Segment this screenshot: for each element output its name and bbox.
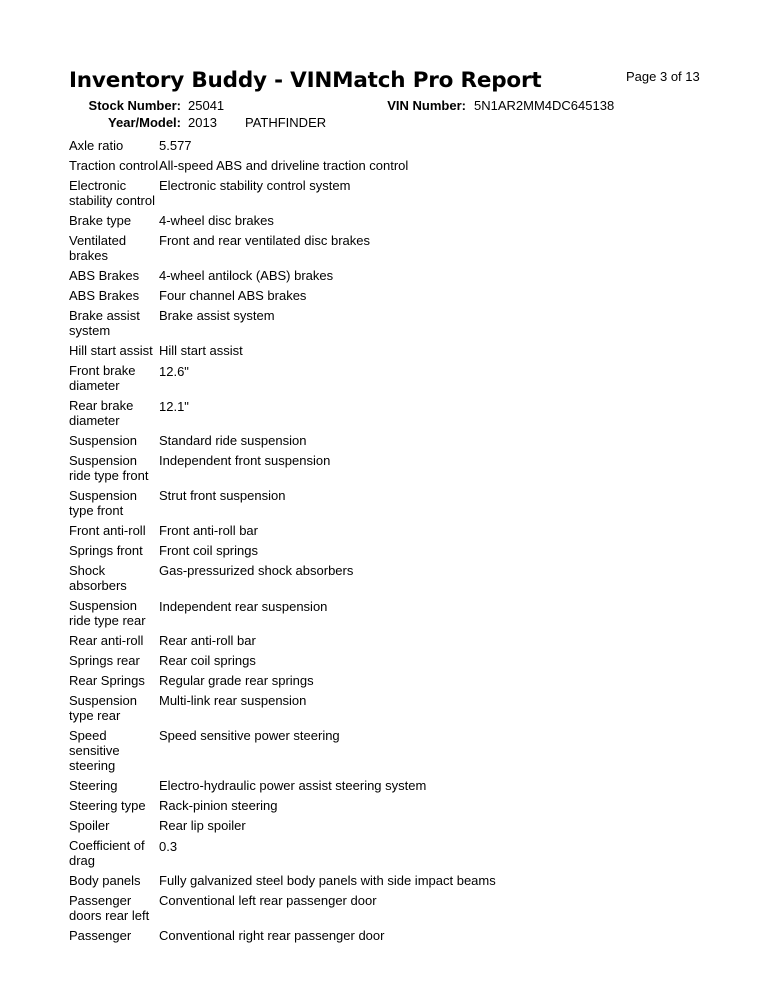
spec-label: Body panels xyxy=(69,873,141,888)
spec-value: Strut front suspension xyxy=(159,488,286,503)
spec-label: Spoiler xyxy=(69,818,110,833)
spec-value: 12.1" xyxy=(159,399,189,414)
spec-label: Passenger doors rear left xyxy=(69,893,150,923)
spec-label: Suspension xyxy=(69,433,137,448)
spec-label: Front brake diameter xyxy=(69,363,136,393)
spec-row xyxy=(69,633,629,653)
spec-label: Steering xyxy=(69,778,118,793)
spec-row xyxy=(69,288,629,308)
spec-row xyxy=(69,653,629,673)
spec-value: 4-wheel antilock (ABS) brakes xyxy=(159,268,334,283)
spec-value: Front anti-roll bar xyxy=(159,523,258,538)
spec-row xyxy=(69,778,629,798)
spec-row xyxy=(69,213,629,233)
spec-label: Suspension type rear xyxy=(69,693,137,723)
spec-label: Springs front xyxy=(69,543,143,558)
vin-number-value: 5N1AR2MM4DC645138 xyxy=(474,98,615,113)
spec-value: Regular grade rear springs xyxy=(159,673,314,688)
spec-value: Rear coil springs xyxy=(159,653,256,668)
vin-number-label: VIN Number: xyxy=(387,98,466,113)
year-value: 2013 xyxy=(188,115,217,130)
spec-table xyxy=(69,138,629,948)
spec-row xyxy=(69,488,629,523)
spec-row xyxy=(69,343,629,363)
stock-number-label: Stock Number: xyxy=(88,98,181,113)
spec-value: Independent rear suspension xyxy=(159,599,328,614)
year-model-label: Year/Model: xyxy=(108,115,181,130)
spec-value: 0.3 xyxy=(159,839,178,854)
spec-row xyxy=(69,453,629,488)
spec-label: Springs rear xyxy=(69,653,140,668)
spec-row xyxy=(69,433,629,453)
spec-label: Electronic stability control xyxy=(69,178,155,208)
stock-number-value: 25041 xyxy=(188,98,225,113)
spec-row xyxy=(69,818,629,838)
spec-row xyxy=(69,673,629,693)
spec-label: Suspension ride type front xyxy=(69,453,149,483)
spec-label: Steering type xyxy=(69,798,146,813)
spec-label: Rear Springs xyxy=(69,673,145,688)
spec-row xyxy=(69,563,629,598)
spec-label: ABS Brakes xyxy=(69,268,140,283)
spec-value: Four channel ABS brakes xyxy=(159,288,307,303)
spec-row xyxy=(69,398,629,433)
spec-value: Multi-link rear suspension xyxy=(159,693,307,708)
spec-row xyxy=(69,268,629,288)
report-title: Inventory Buddy - VINMatch Pro Report xyxy=(69,68,542,93)
spec-row xyxy=(69,693,629,728)
spec-row xyxy=(69,523,629,543)
spec-value: All-speed ABS and driveline traction control xyxy=(159,158,409,173)
spec-row xyxy=(69,233,629,268)
spec-value: 12.6" xyxy=(159,364,189,379)
spec-label: Brake assist system xyxy=(69,308,140,338)
spec-value: Front and rear ventilated disc brakes xyxy=(159,233,370,248)
spec-value: 5.577 xyxy=(159,138,192,153)
spec-value: Conventional right rear passenger door xyxy=(159,928,385,943)
spec-label: Shock absorbers xyxy=(69,563,127,593)
spec-row xyxy=(69,728,629,778)
spec-label: Rear anti-roll xyxy=(69,633,144,648)
spec-label: Suspension type front xyxy=(69,488,137,518)
spec-row xyxy=(69,543,629,563)
spec-row xyxy=(69,178,629,213)
spec-label: Ventilated brakes xyxy=(69,233,127,263)
page-number: Page 3 of 13 xyxy=(626,69,700,84)
spec-value: Independent front suspension xyxy=(159,453,331,468)
spec-row xyxy=(69,893,629,928)
spec-row xyxy=(69,873,629,893)
spec-row xyxy=(69,363,629,398)
spec-row xyxy=(69,158,629,178)
spec-row xyxy=(69,798,629,818)
spec-value: Rack-pinion steering xyxy=(159,798,278,813)
spec-row xyxy=(69,308,629,343)
spec-label: ABS Brakes xyxy=(69,288,140,303)
spec-label: Axle ratio xyxy=(69,138,124,153)
spec-label: Hill start assist xyxy=(69,343,153,358)
spec-value: Rear lip spoiler xyxy=(159,818,246,833)
spec-label: Rear brake diameter xyxy=(69,398,134,428)
spec-row xyxy=(69,598,629,633)
model-value: PATHFINDER xyxy=(245,115,327,130)
spec-label: Front anti-roll xyxy=(69,523,146,538)
spec-label: Speed sensitive steering xyxy=(69,728,120,773)
spec-value: Brake assist system xyxy=(159,308,275,323)
spec-value: 4-wheel disc brakes xyxy=(159,213,274,228)
spec-label: Passenger xyxy=(69,928,132,943)
spec-label: Coefficient of drag xyxy=(69,838,145,868)
spec-value: Front coil springs xyxy=(159,543,258,558)
spec-value: Electronic stability control system xyxy=(159,178,351,193)
spec-row xyxy=(69,838,629,873)
spec-value: Conventional left rear passenger door xyxy=(159,893,377,908)
spec-value: Hill start assist xyxy=(159,343,243,358)
spec-row xyxy=(69,138,629,158)
spec-row xyxy=(69,928,629,948)
spec-value: Standard ride suspension xyxy=(159,433,307,448)
spec-value: Rear anti-roll bar xyxy=(159,633,256,648)
spec-value: Electro-hydraulic power assist steering system xyxy=(159,778,427,793)
spec-value: Gas-pressurized shock absorbers xyxy=(159,563,354,578)
spec-label: Brake type xyxy=(69,213,132,228)
spec-label: Suspension ride type rear xyxy=(69,598,146,628)
spec-label: Traction control xyxy=(69,158,159,173)
spec-value: Speed sensitive power steering xyxy=(159,728,340,743)
spec-value: Fully galvanized steel body panels with side impact beams xyxy=(159,873,496,888)
